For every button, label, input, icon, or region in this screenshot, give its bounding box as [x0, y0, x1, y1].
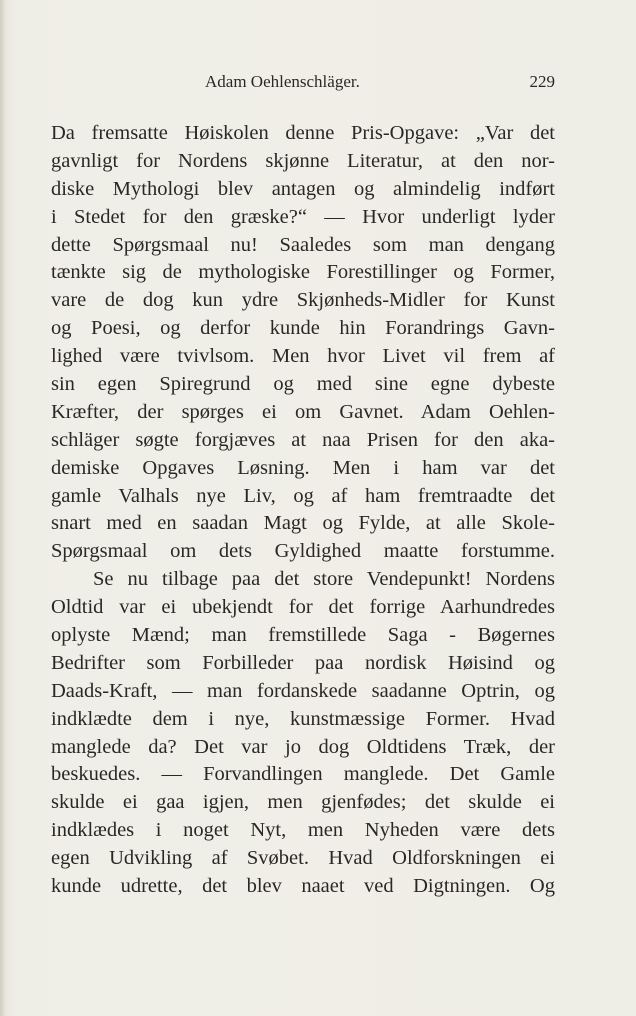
text-line: Bedrifter som Forbilleder paa nordisk Høisind og	[51, 651, 555, 674]
running-header	[205, 72, 555, 98]
running-title: Adam Oehlenschläger.	[205, 72, 360, 91]
text-line: diske Mythologi blev antagen og almindelig indført	[51, 177, 555, 200]
text-line: i Stedet for den græske?“ — Hvor underligt lyder	[51, 205, 555, 228]
text-line: Da fremsatte Høiskolen denne Pris-Opgave: „Var det	[51, 122, 555, 144]
text-line: tænkte sig de mythologiske Forestillinger og Former,	[51, 261, 555, 284]
text-line-paragraph-start: Se nu tilbage paa det store Vendepunkt! Nordens	[93, 568, 555, 591]
text-line: og Poesi, og derfor kunde hin Forandrings Gavn-	[51, 317, 555, 340]
text-line: indklædes i noget Nyt, men Nyheden være dets	[51, 819, 555, 842]
text-line: schläger søgte forgjæves at naa Prisen for den aka-	[51, 428, 555, 451]
text-line: gamle Valhals nye Liv, og af ham fremtraadte det	[51, 484, 555, 507]
text-line: demiske Opgaves Løsning. Men i ham var det	[51, 456, 555, 479]
body-text	[51, 120, 555, 901]
text-line: manglede da? Det var jo dog Oldtidens Træk, der	[51, 735, 555, 758]
text-line: gavnligt for Nordens skjønne Literatur, at den nor-	[51, 149, 555, 172]
text-line: beskuedes. — Forvandlingen manglede. Det Gamle	[51, 763, 555, 786]
text-line: indklædte dem i nye, kunstmæssige Former. Hvad	[51, 707, 555, 730]
page-number: 229	[529, 72, 555, 91]
text-line: sin egen Spiregrund og med sine egne dybeste	[51, 373, 555, 396]
text-line: kunde udrette, det blev naaet ved Digtningen. Og	[51, 875, 555, 898]
text-line: Spørgsmaal om dets Gyldighed maatte forstumme.	[51, 540, 555, 563]
text-line: Oldtid var ei ubekjendt for det forrige Aarhundredes	[51, 596, 555, 619]
text-line: oplyste Mænd; man fremstillede Saga - Bøgernes	[51, 624, 555, 647]
text-line: dette Spørgsmaal nu! Saaledes som man dengang	[51, 233, 555, 256]
text-line: snart med en saadan Magt og Fylde, at alle Skole-	[51, 512, 555, 535]
text-line: Daads-Kraft, — man fordanskede saadanne Optrin, og	[51, 679, 555, 702]
text-line: vare de dog kun ydre Skjønheds-Midler for Kunst	[51, 289, 555, 312]
text-line: skulde ei gaa igjen, men gjenfødes; det skulde ei	[51, 791, 555, 814]
page-gutter-shadow	[0, 0, 6, 1016]
text-line: egen Udvikling af Svøbet. Hvad Oldforskningen ei	[51, 847, 555, 870]
text-line: lighed være tvivlsom. Men hvor Livet vil frem af	[51, 345, 555, 368]
text-line: Kræfter, der spørges ei om Gavnet. Adam Oehlen-	[51, 400, 555, 423]
